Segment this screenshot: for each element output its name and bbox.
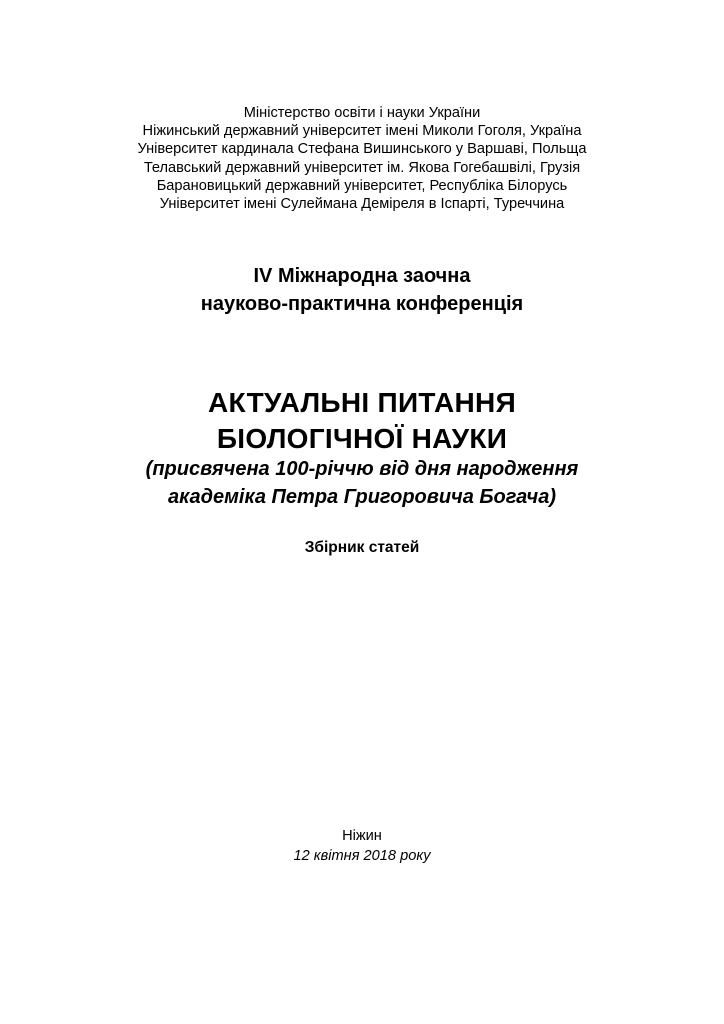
organization-line: Барановицький державний університет, Республіка Білорусь — [156, 177, 568, 194]
conference-line-1: IV Міжнародна заочна — [253, 265, 471, 287]
publication-place: Ніжин — [342, 828, 382, 844]
document-title — [0, 385, 724, 457]
organization-line: Ніжинський державний університет імені Миколи Гоголя, Україна — [142, 123, 582, 140]
title-line-1: АКТУАЛЬНІ ПИТАННЯ — [207, 387, 516, 418]
organization-line: Університет кардинала Стефана Вишинського у Варшаві, Польща — [137, 141, 587, 158]
organization-line: Університет імені Сулеймана Деміреля в Іспарті, Туреччина — [159, 196, 565, 213]
organization-line: Телавський державний університет ім. Якова Гогебашвілі, Грузія — [143, 159, 581, 176]
conference-line-2: науково-практична конференція — [200, 293, 524, 315]
subtitle-line-1: (присвячена 100-річчю від дня народження — [145, 458, 579, 480]
organization-line: Міністерство освіти і науки України — [243, 105, 481, 121]
collection-label: Збірник статей — [304, 539, 420, 556]
title-line-2: БІОЛОГІЧНОЇ НАУКИ — [216, 423, 508, 454]
organizations-list — [0, 104, 724, 213]
conference-name — [0, 262, 724, 318]
document-subtitle — [0, 455, 724, 511]
publication-date: 12 квітня 2018 року — [293, 848, 431, 864]
subtitle-line-2: академіка Петра Григоровича Богача) — [168, 486, 556, 508]
